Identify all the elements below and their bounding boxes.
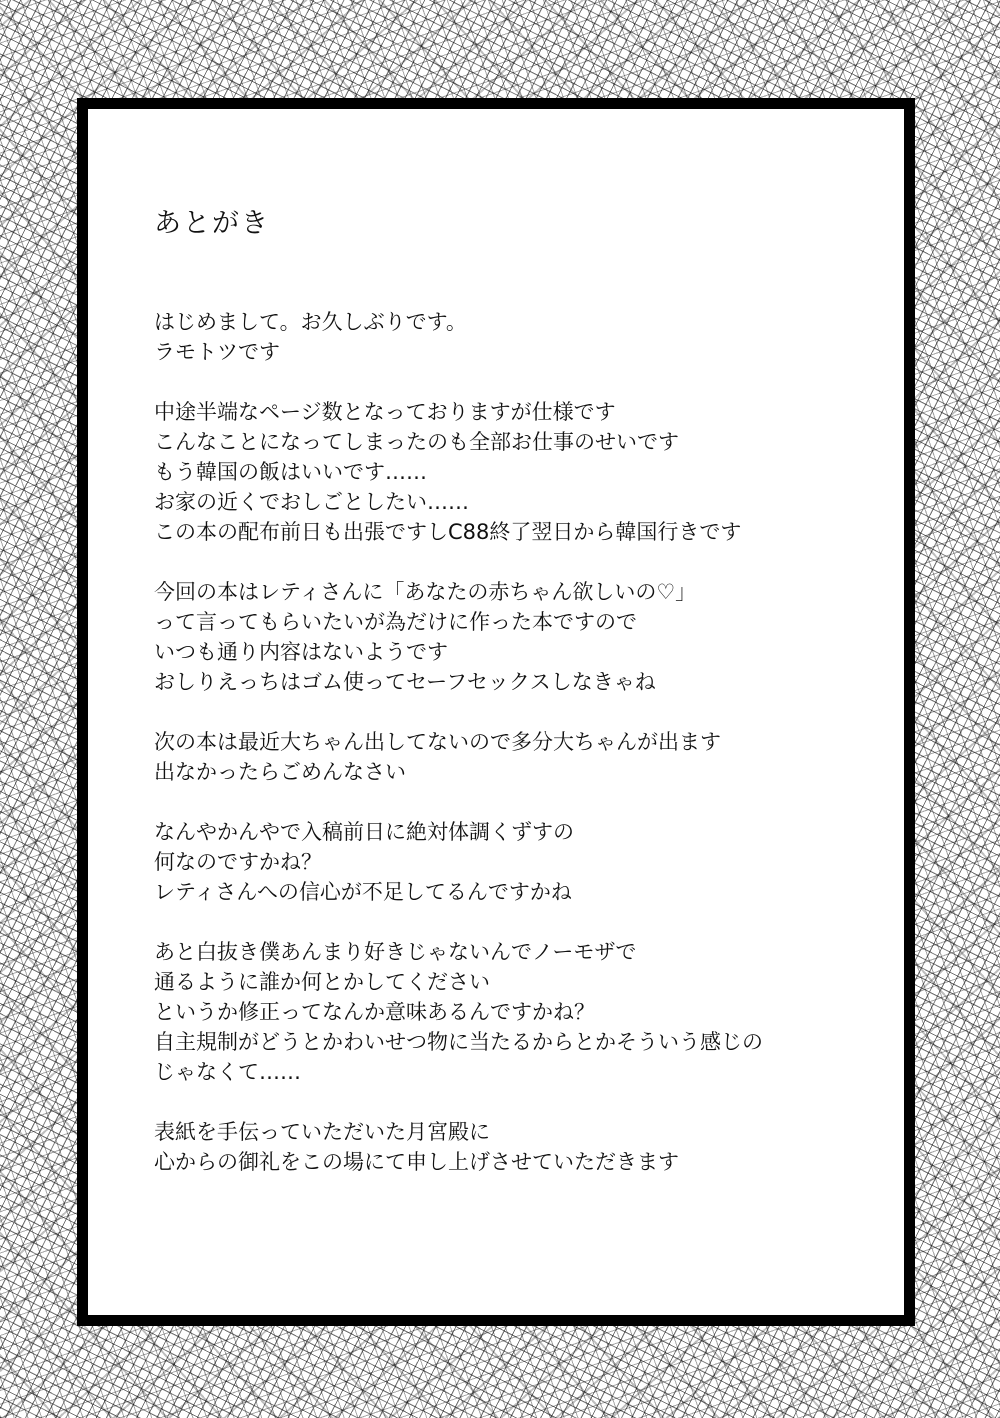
text-line: 中途半端なページ数となっておりますが仕様です — [154, 400, 616, 424]
paragraph — [154, 817, 834, 907]
paragraph — [154, 397, 834, 547]
text-line: 今回の本はレティさんに「あなたの赤ちゃん欲しいの♡」 — [154, 580, 697, 604]
paragraph — [154, 1117, 834, 1177]
text-line: 出なかったらごめんなさい — [154, 760, 406, 784]
text-line: あと白抜き僕あんまり好きじゃないんでノーモザで — [154, 940, 637, 964]
text-line: じゃなくて…… — [154, 1060, 301, 1084]
text-line: 通るように誰か何とかしてください — [154, 970, 490, 994]
text-line: こんなことになってしまったのも全部お仕事のせいです — [154, 430, 679, 454]
paragraph — [154, 937, 834, 1087]
text-line: もう韓国の飯はいいです…… — [154, 460, 427, 484]
text-line: 何なのですかね？ — [154, 850, 322, 874]
text-line: って言ってもらいたいが為だけに作った本ですので — [154, 610, 637, 634]
afterword-panel — [88, 109, 904, 1315]
text-line: 次の本は最近大ちゃん出してないので多分大ちゃんが出ます — [154, 730, 721, 754]
paragraph — [154, 577, 834, 697]
text-line: というか修正ってなんか意味あるんですかね？ — [154, 1000, 595, 1024]
text-line: なんやかんやで入稿前日に絶対体調くずすの — [154, 820, 574, 844]
text-line: お家の近くでおしごとしたい…… — [154, 490, 469, 514]
text-line: はじめまして。お久しぶりです。 — [154, 310, 467, 334]
text-line: おしりえっちはゴム使ってセーフセックスしなきゃね — [154, 670, 656, 694]
text-line: レティさんへの信心が不足してるんですかね — [154, 880, 572, 904]
text-line: 心からの御礼をこの場にて申し上げさせていただきます — [154, 1150, 679, 1174]
text-line: ラモトツです — [154, 340, 280, 364]
paragraph — [154, 307, 834, 367]
page-title: あとがき — [154, 208, 270, 239]
afterword-body — [154, 307, 834, 1207]
page-border — [77, 98, 915, 1326]
text-line: いつも通り内容はないようです — [154, 640, 448, 664]
text-line: この本の配布前日も出張ですしC88終了翌日から韓国行きです — [154, 520, 742, 544]
text-line: 自主規制がどうとかわいせつ物に当たるからとかそういう感じの — [154, 1030, 763, 1054]
paragraph — [154, 727, 834, 787]
text-line: 表紙を手伝っていただいた月宮殿に — [154, 1120, 490, 1144]
